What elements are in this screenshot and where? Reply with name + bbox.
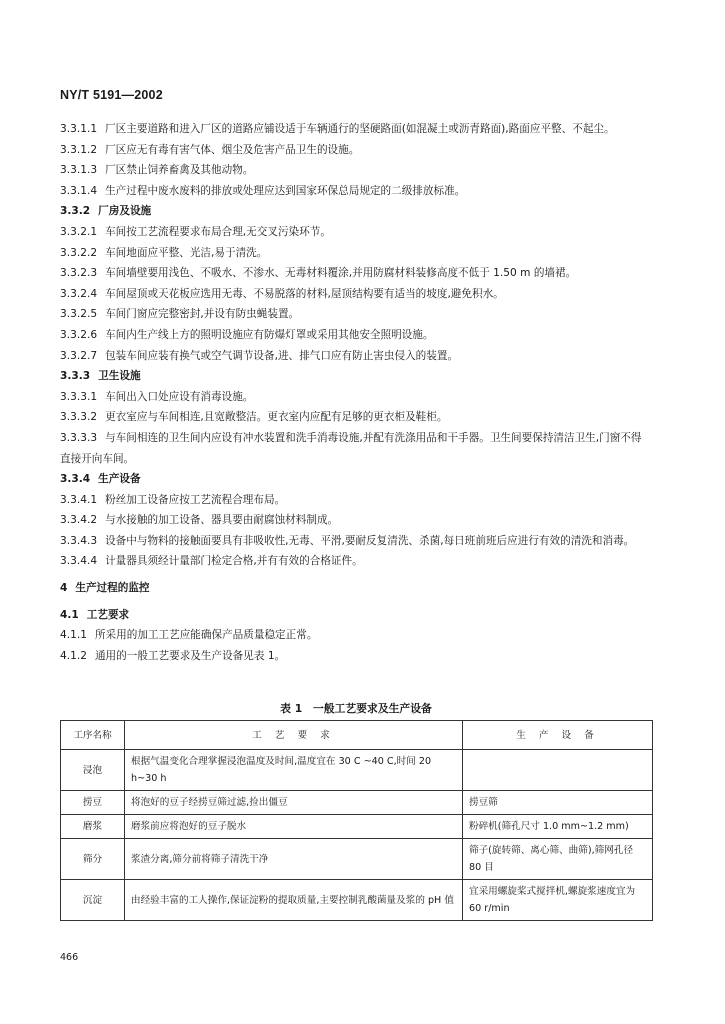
clause-text: 与水接触的加工设备、器具要由耐腐蚀材料制成。 xyxy=(105,514,339,527)
clause-paragraph xyxy=(60,387,652,408)
body-text xyxy=(60,119,652,666)
clause-number: 3.3.2.2 xyxy=(60,246,98,259)
clause-paragraph xyxy=(60,551,652,572)
clause-paragraph xyxy=(60,325,652,346)
table-row xyxy=(61,839,653,880)
standard-code: NY/T 5191—2002 xyxy=(60,88,163,102)
clause-text: 设备中与物料的接触面要具有非吸收性,无毒、平滑,要耐反复清洗、杀菌,每日班前班后应进行有效的清洗和消毒。 xyxy=(105,534,635,547)
table-header-row xyxy=(61,721,653,750)
process-name-cell: 沉淀 xyxy=(61,880,125,921)
section-heading xyxy=(60,469,652,490)
clause-text: 厂房及设施 xyxy=(98,205,152,218)
clause-number: 3.3.1.3 xyxy=(60,164,98,177)
clause-paragraph xyxy=(60,304,652,325)
clause-number: 3.3.4.1 xyxy=(60,493,98,506)
clause-number: 3.3.1.2 xyxy=(60,143,98,156)
clause-paragraph xyxy=(60,625,652,646)
page-number: 466 xyxy=(60,952,79,963)
clause-text: 卫生设施 xyxy=(98,370,141,383)
clause-number: 3.3.2.1 xyxy=(60,225,98,238)
table-row xyxy=(61,815,653,839)
clause-number: 3.3.3.1 xyxy=(60,390,98,403)
clause-text: 车间门窗应完整密封,并设有防虫蝇装置。 xyxy=(105,308,300,321)
clause-number: 3.3.4.2 xyxy=(60,514,98,527)
col-header-equipment: 生 产 设 备 xyxy=(463,721,653,750)
clause-paragraph xyxy=(60,222,652,243)
table-row xyxy=(61,880,653,921)
clause-number: 4 xyxy=(60,582,68,595)
process-name-cell: 浸泡 xyxy=(61,750,125,791)
clause-number: 3.3.3.2 xyxy=(60,411,98,424)
table-row xyxy=(61,750,653,791)
table-row xyxy=(61,791,653,815)
clause-text: 厂区主要道路和进入厂区的道路应铺设适于车辆通行的坚硬路面(如混凝土或沥青路面),路面应平整、不起尘。 xyxy=(105,123,615,135)
clause-number: 3.3.2 xyxy=(60,205,91,218)
clause-text: 生产设备 xyxy=(98,473,141,486)
clause-number: 3.3.2.7 xyxy=(60,349,98,362)
clause-number: 3.3.3.3 xyxy=(60,431,98,444)
clause-text: 更衣室应与车间相连,且宽敞整洁。更衣室内应配有足够的更衣柜及鞋柜。 xyxy=(105,411,448,424)
clause-text: 生产过程的监控 xyxy=(75,582,150,595)
clause-number: 3.3.2.6 xyxy=(60,328,98,341)
clause-number: 3.3.4.4 xyxy=(60,555,98,568)
clause-text: 车间屋顶或天花板应选用无毒、不易脱落的材料,屋顶结构要有适当的坡度,避免积水。 xyxy=(105,287,504,300)
requirement-cell: 磨浆前应将泡好的豆子脱水 xyxy=(125,815,463,839)
clause-paragraph xyxy=(60,160,652,181)
clause-text: 所采用的加工工艺应能确保产品质量稳定正常。 xyxy=(94,629,318,642)
clause-number: 3.3.1.4 xyxy=(60,184,98,197)
requirement-cell: 将泡好的豆子经捞豆筛过滤,捡出僵豆 xyxy=(125,791,463,815)
section-heading xyxy=(60,366,652,387)
equipment-cell: 宜采用螺旋桨式搅拌机,螺旋浆速度宜为 60 r/min xyxy=(463,880,653,921)
clause-text: 生产过程中废水废料的排放或处理应达到国家环保总局规定的二级排放标准。 xyxy=(105,184,466,197)
clause-number: 3.3.2.4 xyxy=(60,287,98,300)
process-table xyxy=(60,720,653,921)
clause-paragraph xyxy=(60,646,652,667)
equipment-cell xyxy=(463,750,653,791)
equipment-cell: 粉碎机(筛孔尺寸 1.0 mm~1.2 mm) xyxy=(463,815,653,839)
clause-number: 4.1 xyxy=(60,608,79,621)
process-name-cell: 磨浆 xyxy=(61,815,125,839)
clause-text: 厂区禁止饲养畜禽及其他动物。 xyxy=(105,164,254,177)
clause-paragraph xyxy=(60,346,652,367)
clause-paragraph xyxy=(60,407,652,428)
clause-paragraph xyxy=(60,181,652,202)
process-name-cell: 筛分 xyxy=(61,839,125,880)
clause-number: 3.3.2.3 xyxy=(60,267,98,280)
clause-text: 车间按工艺流程要求布局合理,无交叉污染环节。 xyxy=(105,225,331,238)
clause-paragraph xyxy=(60,531,652,552)
equipment-cell: 捞豆筛 xyxy=(463,791,653,815)
clause-paragraph xyxy=(60,490,652,511)
clause-paragraph xyxy=(60,428,652,469)
clause-number: 3.3.4 xyxy=(60,473,91,486)
col-header-requirement: 工 艺 要 求 xyxy=(125,721,463,750)
section-heading xyxy=(60,201,652,222)
clause-paragraph xyxy=(60,510,652,531)
clause-paragraph xyxy=(60,119,652,140)
table-title: 表 1 一般工艺要求及生产设备 xyxy=(280,702,432,715)
clause-text: 车间墙壁要用浅色、不吸水、不渗水、无毒材料覆涂,并用防腐材料装修高度不低于 1.50 m 的墙裙。 xyxy=(105,267,577,280)
requirement-cell: 浆渣分离,筛分前将筛子清洗干净 xyxy=(125,839,463,880)
clause-number: 3.3.1.1 xyxy=(60,123,98,135)
clause-text: 包装车间应装有换气或空气调节设备,进、排气口应有防止害虫侵入的装置。 xyxy=(105,349,459,362)
clause-text: 车间出入口处应设有消毒设施。 xyxy=(105,390,254,403)
clause-number: 3.3.4.3 xyxy=(60,534,98,547)
clause-text: 车间地面应平整、光洁,易于清洗。 xyxy=(105,246,268,259)
clause-number: 3.3.2.5 xyxy=(60,308,98,321)
requirement-cell: 根据气温变化合理掌握浸泡温度及时间,温度宜在 30 C ~40 C,时间 20 h~30 h xyxy=(125,750,463,791)
clause-paragraph xyxy=(60,263,652,284)
clause-paragraph xyxy=(60,284,652,305)
clause-text: 与车间相连的卫生间内应设有冲水装置和洗手消毒设施,并配有洗涤用品和干手器。卫生间要保持清洁卫生,门窗不得直接开向车间。 xyxy=(60,431,642,465)
clause-number: 4.1.2 xyxy=(60,649,87,662)
clause-text: 车间内生产线上方的照明设施应有防爆灯罩或采用其他安全照明设施。 xyxy=(105,328,434,341)
clause-paragraph xyxy=(60,243,652,264)
clause-text: 通用的一般工艺要求及生产设备见表 1。 xyxy=(94,649,286,662)
clause-text: 工艺要求 xyxy=(86,608,130,621)
col-header-process: 工序名称 xyxy=(61,721,125,750)
process-name-cell: 捞豆 xyxy=(61,791,125,815)
requirement-cell: 由经验丰富的工人操作,保证淀粉的提取质量,主要控制乳酸菌量及浆的 pH 值 xyxy=(125,880,463,921)
clause-text: 厂区应无有毒有害气体、烟尘及危害产品卫生的设施。 xyxy=(105,143,360,156)
clause-paragraph xyxy=(60,140,652,161)
clause-number: 4.1.1 xyxy=(60,629,87,642)
clause-text: 计量器具须经计量部门检定合格,并有有效的合格证件。 xyxy=(105,555,363,568)
clause-number: 3.3.3 xyxy=(60,370,91,383)
section-heading xyxy=(60,578,652,599)
equipment-cell: 筛子(旋转筛、离心筛、曲筛),筛网孔径 80 目 xyxy=(463,839,653,880)
clause-text: 粉丝加工设备应按工艺流程合理布局。 xyxy=(105,493,286,506)
section-heading xyxy=(60,605,652,626)
